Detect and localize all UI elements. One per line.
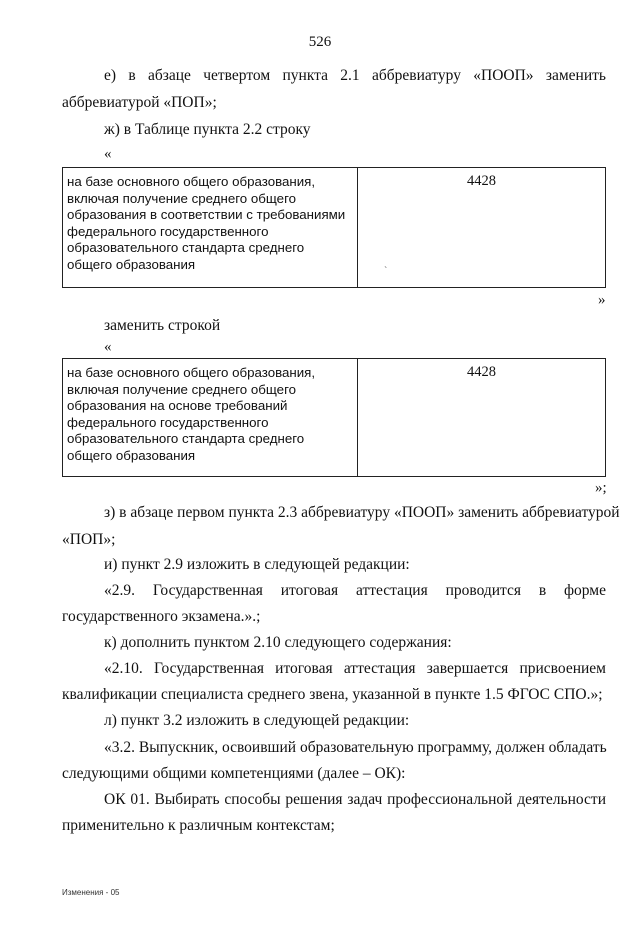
paragraph-3-2-line2: следующими общими компетенциями (далее – ОК): (62, 765, 406, 782)
table-new-row (62, 358, 606, 477)
paragraph-3-2-line1: «3.2. Выпускник, освоивший образовательную программу, должен обладать (104, 739, 607, 756)
paragraph-l: л) пункт 3.2 изложить в следующей редакции: (104, 712, 410, 729)
footer-stamp: Изменения - 05 (62, 888, 120, 897)
paragraph-k: к) дополнить пунктом 2.10 следующего содержания: (104, 634, 452, 651)
paragraph-2-10-line1: «2.10. Государственная итоговая аттестация завершается присвоением (104, 660, 606, 677)
quote-close-1: » (598, 292, 606, 308)
paragraph-z-line1: з) в абзаце первом пункта 2.3 аббревиатуру «ПООП» заменить аббревиатурой (104, 504, 620, 521)
page-number: 526 (308, 34, 332, 50)
value-text: 4428 (467, 173, 496, 189)
table-cell-value: 4428 (358, 359, 606, 477)
paragraph-2-10-line2: квалификации специалиста среднего звена, указанной в пункте 1.5 ФГОС СПО.»; (62, 686, 603, 703)
paragraph-2-9-line1: «2.9. Государственная итоговая аттестация проводится в форме (104, 582, 606, 599)
paragraph-zh: ж) в Таблице пункта 2.2 строку (104, 121, 311, 138)
paragraph-ok01-line1: ОК 01. Выбирать способы решения задач профессиональной деятельности (104, 791, 606, 808)
quote-open-1: « (104, 146, 112, 162)
table-row (63, 359, 606, 477)
paragraph-z-line2: «ПОП»; (62, 531, 116, 548)
paragraph-replace: заменить строкой (104, 317, 221, 334)
quote-open-2: « (104, 339, 112, 355)
paragraph-e-line2: аббревиатурой «ПОП»; (62, 94, 217, 111)
table-old-row (62, 167, 606, 288)
table-row (63, 168, 606, 288)
paragraph-ok01-line2: применительно к различным контекстам; (62, 817, 335, 834)
paragraph-e-line1: е) в абзаце четвертом пункта 2.1 аббревиатуру «ПООП» заменить (104, 67, 606, 84)
table-cell-text: на базе основного общего образования, включая получение среднего общего образования в соответствии с требованиями федерального государственного образовательного стандарта среднего общего образования (63, 168, 358, 288)
paragraph-2-9-line2: государственного экзамена.».; (62, 608, 261, 625)
stray-mark: ` (384, 266, 388, 277)
paragraph-i: и) пункт 2.9 изложить в следующей редакции: (104, 556, 410, 573)
table-cell-value (358, 168, 606, 288)
quote-close-2: »; (595, 480, 607, 496)
table-cell-text: на базе основного общего образования, включая получение среднего общего образования на основе требований федерального государственного образовательного стандарта среднего общего образования (63, 359, 358, 477)
